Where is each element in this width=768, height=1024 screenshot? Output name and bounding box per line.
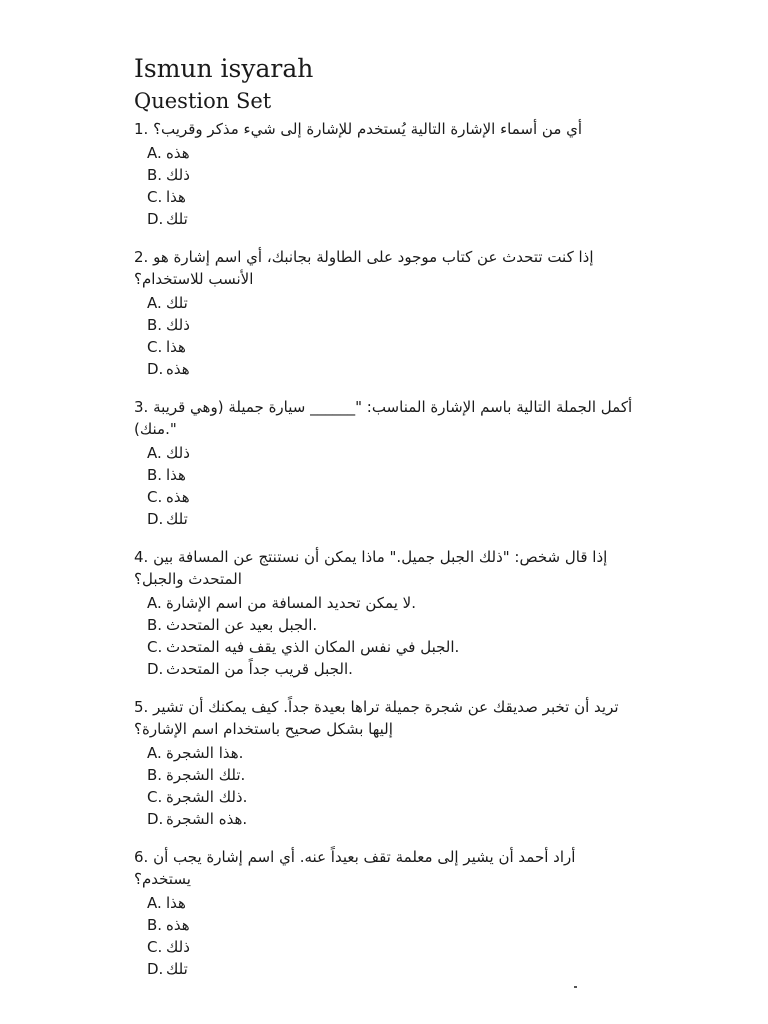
option-text: هذه bbox=[166, 360, 190, 378]
question-4 bbox=[134, 546, 634, 680]
option-letter: B. bbox=[147, 766, 163, 784]
option-text: تلك bbox=[166, 960, 188, 978]
question-number: 4. bbox=[134, 548, 149, 566]
answer-option bbox=[147, 142, 634, 164]
answer-option bbox=[147, 658, 634, 680]
option-list bbox=[147, 892, 634, 980]
option-letter: B. bbox=[147, 616, 163, 634]
option-letter: C. bbox=[147, 188, 163, 206]
option-text: هذه الشجرة. bbox=[166, 810, 248, 828]
option-list bbox=[147, 292, 634, 380]
option-letter: D. bbox=[147, 360, 164, 378]
option-letter: C. bbox=[147, 488, 163, 506]
question-3 bbox=[134, 396, 634, 530]
option-text: هذا الشجرة. bbox=[166, 744, 244, 762]
option-letter: C. bbox=[147, 788, 163, 806]
answer-option bbox=[147, 186, 634, 208]
option-letter: A. bbox=[147, 294, 162, 312]
answer-option bbox=[147, 786, 634, 808]
answer-option bbox=[147, 614, 634, 636]
option-text: هذا bbox=[166, 466, 186, 484]
question-number: 6. bbox=[134, 848, 149, 866]
option-letter: B. bbox=[147, 916, 163, 934]
question-stem bbox=[134, 396, 634, 440]
option-text: تلك bbox=[166, 510, 188, 528]
option-text: لا يمكن تحديد المسافة من اسم الإشارة. bbox=[166, 594, 416, 612]
answer-option bbox=[147, 936, 634, 958]
page-subtitle: Question Set bbox=[134, 89, 272, 113]
option-letter: D. bbox=[147, 210, 164, 228]
question-text: أي من أسماء الإشارة التالية يُستخدم للإشارة إلى شيء مذكر وقريب؟ bbox=[153, 120, 583, 138]
question-5 bbox=[134, 696, 634, 830]
answer-option bbox=[147, 486, 634, 508]
option-letter: C. bbox=[147, 338, 163, 356]
question-text: تريد أن تخبر صديقك عن شجرة جميلة تراها بعيدة جداً. كيف يمكنك أن تشير إليها بشكل صحيح باستخدام اسم الإشارة؟ bbox=[134, 698, 619, 738]
option-text: ذلك الشجرة. bbox=[166, 788, 248, 806]
question-stem bbox=[134, 546, 634, 590]
option-letter: D. bbox=[147, 510, 164, 528]
option-list bbox=[147, 742, 634, 830]
answer-option bbox=[147, 914, 634, 936]
question-text: إذا كنت تتحدث عن كتاب موجود على الطاولة بجانبك، أي اسم إشارة هو الأنسب للاستخدام؟ bbox=[134, 248, 594, 288]
option-letter: D. bbox=[147, 810, 164, 828]
option-text: هذا bbox=[166, 894, 186, 912]
option-letter: A. bbox=[147, 144, 162, 162]
question-text: أكمل الجملة التالية باسم الإشارة المناسب: "______ سيارة جميلة (وهي قريبة منك)." bbox=[134, 398, 633, 438]
page-title: Ismun isyarah bbox=[134, 54, 314, 83]
answer-option bbox=[147, 164, 634, 186]
option-text: الجبل في نفس المكان الذي يقف فيه المتحدث. bbox=[166, 638, 460, 656]
answer-option bbox=[147, 592, 634, 614]
option-text: هذا bbox=[166, 188, 186, 206]
question-number: 3. bbox=[134, 398, 149, 416]
answer-option bbox=[147, 636, 634, 658]
option-letter: B. bbox=[147, 466, 163, 484]
option-text: تلك الشجرة. bbox=[166, 766, 246, 784]
answer-option bbox=[147, 808, 634, 830]
answer-option bbox=[147, 314, 634, 336]
answer-option bbox=[147, 292, 634, 314]
option-text: ذلك bbox=[166, 938, 190, 956]
option-list bbox=[147, 142, 634, 230]
option-letter: A. bbox=[147, 594, 162, 612]
option-letter: D. bbox=[147, 960, 164, 978]
stray-mark bbox=[574, 986, 577, 988]
option-letter: B. bbox=[147, 166, 163, 184]
question-stem bbox=[134, 846, 634, 890]
question-2 bbox=[134, 246, 634, 380]
question-number: 1. bbox=[134, 120, 149, 138]
option-letter: A. bbox=[147, 444, 162, 462]
option-letter: A. bbox=[147, 894, 162, 912]
answer-option bbox=[147, 508, 634, 530]
question-stem bbox=[134, 696, 634, 740]
option-text: الجبل بعيد عن المتحدث. bbox=[166, 616, 318, 634]
option-text: الجبل قريب جداً من المتحدث. bbox=[166, 660, 353, 678]
question-number: 2. bbox=[134, 248, 149, 266]
option-text: هذه bbox=[166, 916, 190, 934]
question-number: 5. bbox=[134, 698, 149, 716]
answer-option bbox=[147, 464, 634, 486]
answer-option bbox=[147, 336, 634, 358]
question-text: إذا قال شخص: "ذلك الجبل جميل." ماذا يمكن أن نستنتج عن المسافة بين المتحدث والجبل؟ bbox=[134, 548, 608, 588]
option-text: تلك bbox=[166, 294, 188, 312]
option-text: هذا bbox=[166, 338, 186, 356]
option-text: هذه bbox=[166, 144, 190, 162]
question-text: أراد أحمد أن يشير إلى معلمة تقف بعيداً عنه. أي اسم إشارة يجب أن يستخدم؟ bbox=[134, 848, 576, 888]
question-stem bbox=[134, 118, 634, 140]
answer-option bbox=[147, 958, 634, 980]
option-letter: D. bbox=[147, 660, 164, 678]
option-list bbox=[147, 592, 634, 680]
option-list bbox=[147, 442, 634, 530]
answer-option bbox=[147, 208, 634, 230]
answer-option bbox=[147, 892, 634, 914]
answer-option bbox=[147, 764, 634, 786]
option-letter: A. bbox=[147, 744, 162, 762]
answer-option bbox=[147, 742, 634, 764]
option-text: ذلك bbox=[166, 444, 190, 462]
question-list bbox=[134, 118, 634, 996]
question-stem bbox=[134, 246, 634, 290]
answer-option bbox=[147, 442, 634, 464]
option-text: ذلك bbox=[166, 166, 190, 184]
option-text: ذلك bbox=[166, 316, 190, 334]
option-letter: B. bbox=[147, 316, 163, 334]
question-1 bbox=[134, 118, 634, 230]
option-text: تلك bbox=[166, 210, 188, 228]
option-letter: C. bbox=[147, 638, 163, 656]
option-text: هذه bbox=[166, 488, 190, 506]
question-6 bbox=[134, 846, 634, 980]
answer-option bbox=[147, 358, 634, 380]
option-letter: C. bbox=[147, 938, 163, 956]
